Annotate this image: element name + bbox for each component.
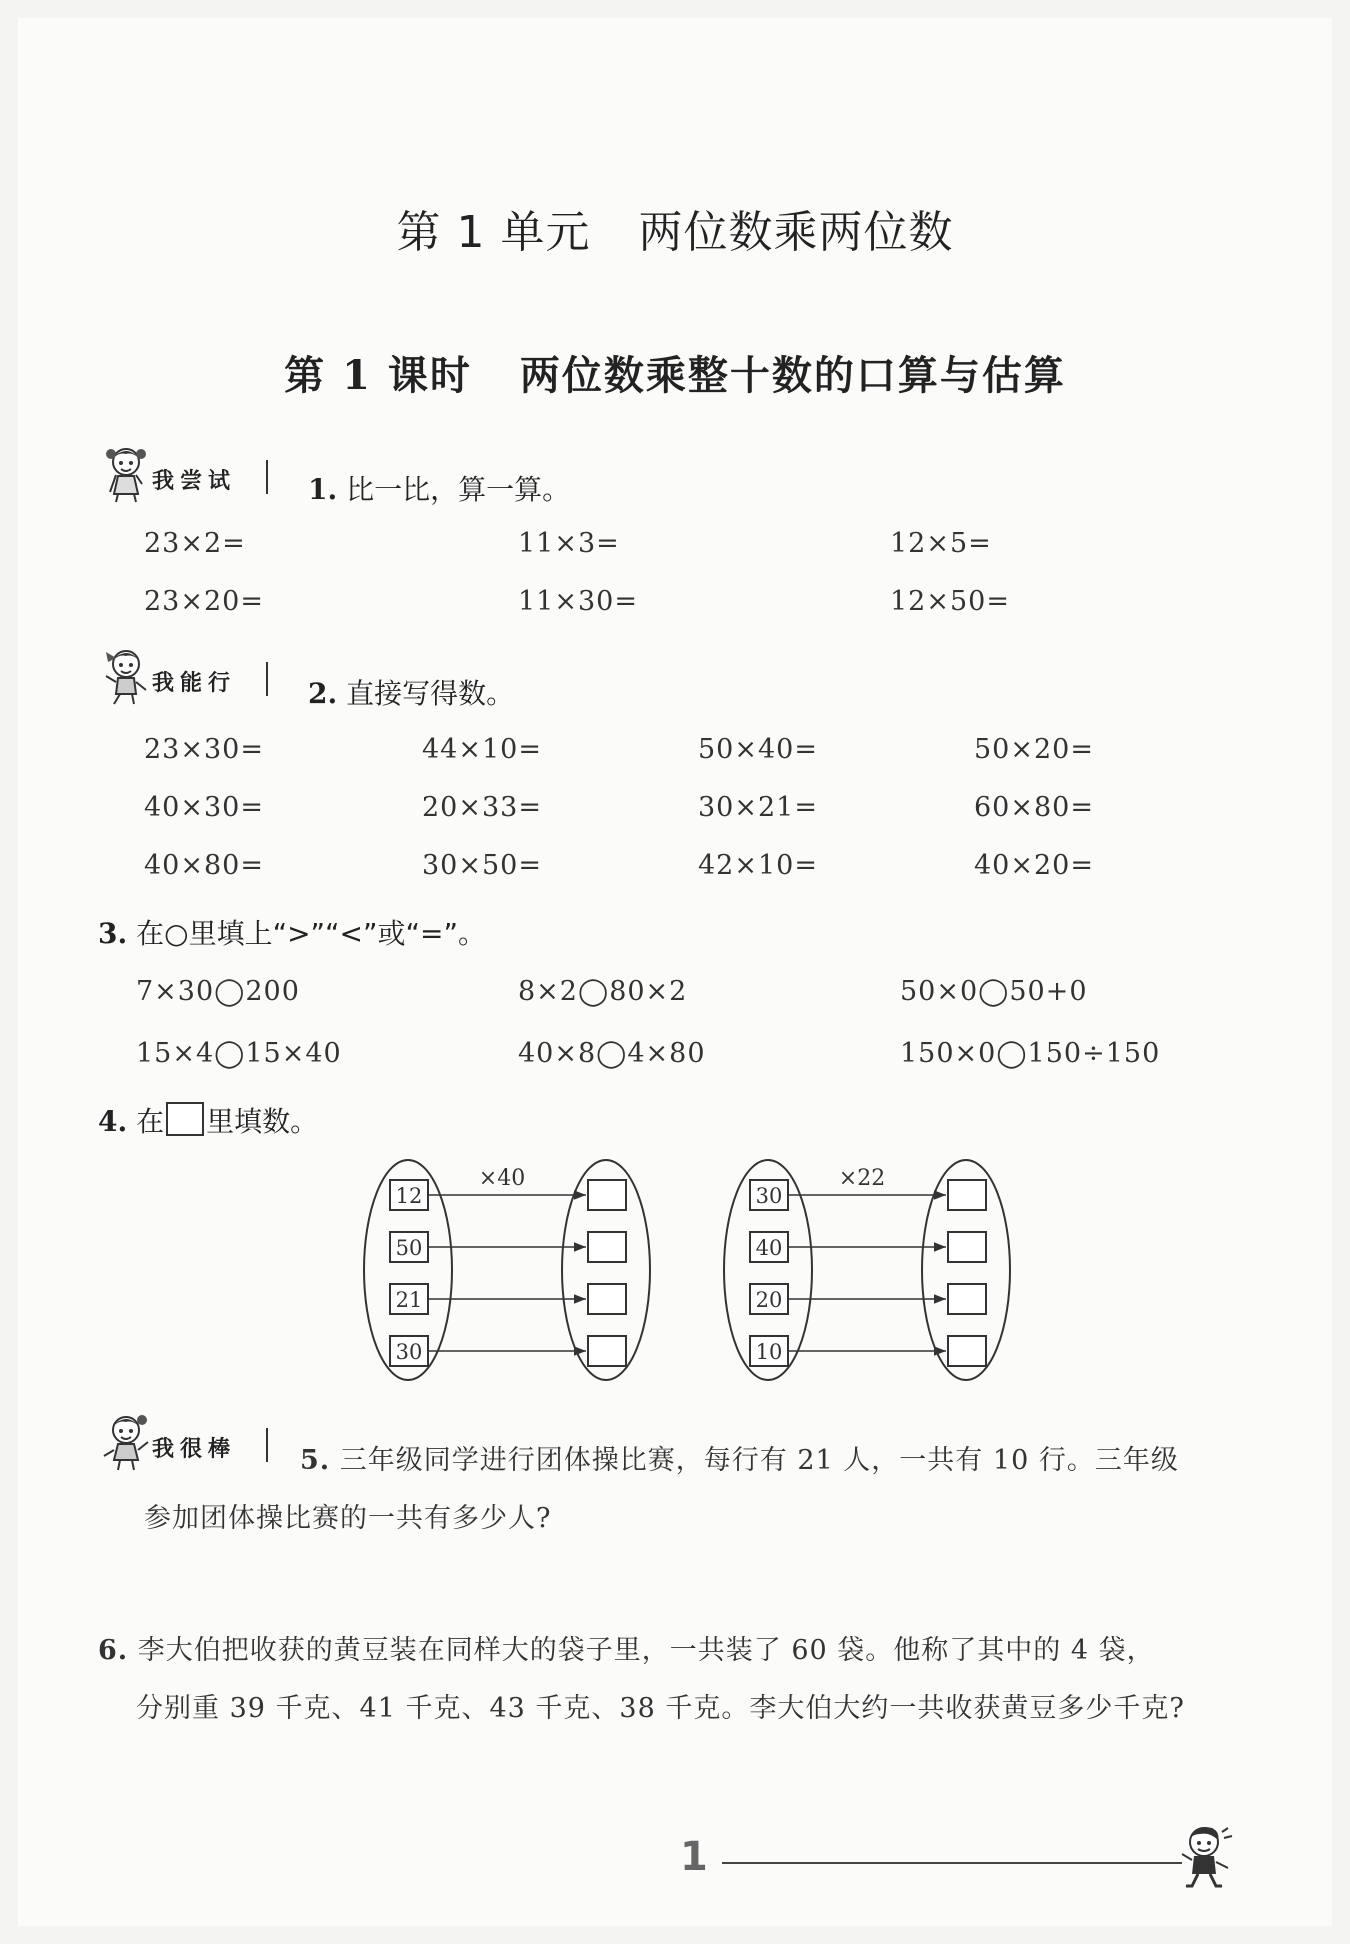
q3-number: 3. (98, 917, 128, 950)
expression: 30×50= (422, 850, 542, 881)
answer-box[interactable] (588, 1232, 626, 1262)
q6-text: 李大伯把收获的黄豆装在同样大的袋子里，一共装了 60 袋。他称了其中的 4 袋， (137, 1635, 1155, 1666)
badge-divider (266, 1428, 268, 1462)
q5-number: 5. (300, 1445, 331, 1476)
page-number: 1 (680, 1834, 708, 1880)
badge-label: 我很棒 (152, 1437, 237, 1462)
q1-text: 比一比，算一算。 (346, 473, 571, 506)
q5-line-2: 参加团体操比赛的一共有多少人? (144, 1503, 552, 1534)
q3-heading (98, 912, 486, 952)
comparison-expression: 50×0◯50+0 (900, 976, 1088, 1007)
input-value: 10 (755, 1340, 783, 1364)
answer-box[interactable] (948, 1180, 986, 1210)
expression: 11×3= (518, 528, 620, 559)
badge-label: 我能行 (152, 671, 237, 696)
comparison-expression: 15×4◯15×40 (136, 1038, 342, 1069)
expression: 23×30= (144, 734, 264, 765)
comparison-expression: 8×2◯80×2 (518, 976, 688, 1007)
expression: 40×30= (144, 792, 264, 823)
badge-great (98, 1412, 278, 1472)
expression: 23×20= (144, 586, 264, 617)
expression: 44×10= (422, 734, 542, 765)
mapping-diagram-2 (724, 1160, 1010, 1380)
q5-text: 三年级同学进行团体操比赛，每行有 21 人，一共有 10 行。三年级 (339, 1445, 1179, 1476)
map-row (390, 1232, 626, 1262)
q6-line-2: 分别重 39 千克、41 千克、43 千克、38 千克。李大伯大约一共收获黄豆多少千克? (136, 1693, 1185, 1724)
q5-line-1 (300, 1438, 1179, 1477)
comparison-expression: 40×8◯4×80 (518, 1038, 706, 1069)
answer-box[interactable] (948, 1232, 986, 1262)
input-value: 20 (755, 1288, 783, 1312)
operator-label: ×40 (478, 1166, 526, 1191)
expression: 12×5= (890, 528, 992, 559)
expression: 12×50= (890, 586, 1010, 617)
q1-heading (308, 468, 570, 508)
q6-line-1 (98, 1628, 1155, 1667)
input-value: 12 (395, 1184, 423, 1208)
badge-label: 我尝试 (152, 469, 237, 494)
map-row (750, 1336, 986, 1366)
q4-number: 4. (98, 1105, 128, 1138)
badge-divider (266, 460, 268, 494)
q1-number: 1. (308, 473, 338, 506)
q4-heading (98, 1100, 318, 1140)
expression: 11×30= (518, 586, 638, 617)
expression: 20×33= (422, 792, 542, 823)
unit-name: 两位数乘两位数 (638, 207, 954, 258)
answer-box[interactable] (948, 1336, 986, 1366)
expression: 50×40= (698, 734, 818, 765)
answer-box[interactable] (588, 1284, 626, 1314)
mapping-diagrams (354, 1150, 1054, 1390)
q6-number: 6. (98, 1635, 129, 1666)
operator-label: ×22 (838, 1166, 886, 1191)
map-row (390, 1336, 626, 1366)
expression: 23×2= (144, 528, 246, 559)
mapping-diagram-1 (364, 1160, 650, 1380)
boy-mascot-icon (1176, 1822, 1236, 1892)
expression: 40×80= (144, 850, 264, 881)
input-value: 40 (755, 1236, 783, 1260)
q2-heading (308, 672, 514, 712)
expression: 60×80= (974, 792, 1094, 823)
comparison-expression: 150×0◯150÷150 (900, 1038, 1161, 1069)
input-value: 50 (395, 1236, 423, 1260)
lesson-number: 第 1 课时 (284, 352, 472, 399)
answer-box[interactable] (588, 1180, 626, 1210)
footer-rule (722, 1862, 1182, 1864)
unit-number: 第 1 单元 (396, 207, 591, 258)
badge-can (98, 646, 278, 706)
girl-mascot-icon (98, 444, 154, 504)
input-value: 30 (395, 1340, 423, 1364)
lesson-title (0, 344, 1350, 401)
girl-mascot-icon (98, 646, 154, 706)
map-row (750, 1284, 986, 1314)
expression: 30×21= (698, 792, 818, 823)
map-row (390, 1284, 626, 1314)
badge-try (98, 444, 278, 504)
unit-title (0, 196, 1350, 260)
input-value: 21 (395, 1288, 423, 1312)
answer-box-icon (166, 1102, 204, 1136)
q2-text: 直接写得数。 (346, 677, 515, 710)
expression: 42×10= (698, 850, 818, 881)
answer-box[interactable] (948, 1284, 986, 1314)
input-value: 30 (755, 1184, 783, 1208)
q3-text: 在○里填上“>”“<”或“=”。 (136, 917, 486, 950)
lesson-name: 两位数乘整十数的口算与估算 (519, 352, 1066, 399)
comparison-expression: 7×30◯200 (136, 976, 300, 1007)
expression: 40×20= (974, 850, 1094, 881)
q4-text-before: 在 (136, 1105, 165, 1138)
answer-box[interactable] (588, 1336, 626, 1366)
expression: 50×20= (974, 734, 1094, 765)
q2-number: 2. (308, 677, 338, 710)
q4-text-after: 里填数。 (206, 1105, 319, 1138)
girl-mascot-icon (98, 1412, 154, 1472)
badge-divider (266, 662, 268, 696)
map-row (750, 1232, 986, 1262)
